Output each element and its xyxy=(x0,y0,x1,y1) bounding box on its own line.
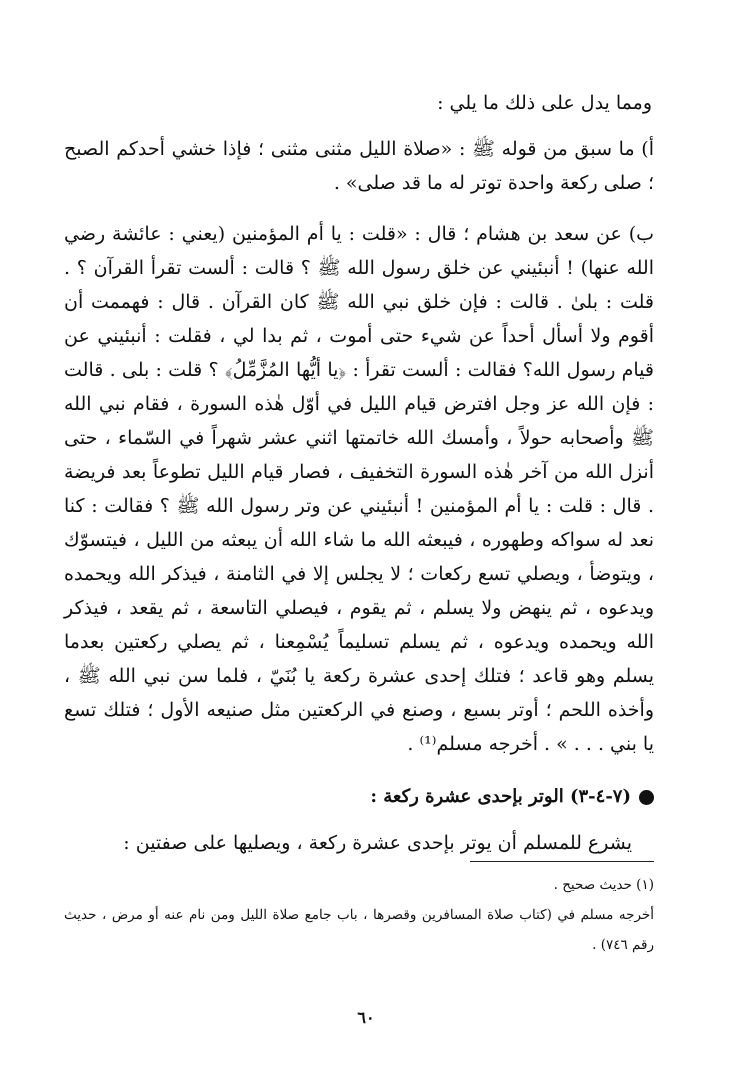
footnote-divider xyxy=(470,861,654,862)
paragraph-a: أ) ما سبق من قوله ﷺ : «صلاة الليل مثنى مثنى ؛ فإذا خشي أحدكم الصبح ؛ صلى ركعة واحدة توتر له ما قد صلى» . xyxy=(64,138,654,194)
intro-line: ومما يدل على ذلك ما يلي : xyxy=(437,92,652,114)
paragraph-b: ب) عن سعد بن هشام ؛ قال : «قلت : يا أم المؤمنين (يعني : عائشة رضي الله عنها) ! أنبئيني عن خلق رسول الله ﷺ ؟ قالت : ألست تقرأ القرآن ؟ . قلت : بلىٰ . قالت : فإن خلق نبي الله ﷺ كان القرآن . قال : فهممت أن أقوم ولا أسأل أحداً عن شيء حتى أموت ، ثم بدا لي ، فقلت : أنبئيني عن قيام رسول الله؟ فقالت : ألست تقرأ : ﴿يا أيُّها المُزَّمِّلُ﴾ ؟ قلت : بلى . قالت : فإن الله عز وجل افترض قيام الليل في أوّل هٰذه السورة ، فقام نبي الله ﷺ وأصحابه حولاً ، وأمسك الله خاتمتها اثني عشر شهراً في السّماء ، حتى أنزل الله من آخر هٰذه السورة التخفيف ، فصار قيام الليل تطوعاً بعد فريضة . قال : قلت : يا أم المؤمنين ! أنبئيني عن وتر رسول الله ﷺ ؟ فقالت : كنا نعد له سواكه وطهوره ، فيبعثه الله ما شاء الله أن يبعثه من الليل ، فيتسوّك ، ويتوضأ ، ويصلي تسع ركعات ؛ لا يجلس إلا في الثامنة ، فيذكر الله ويحمده ويدعوه ، ثم ينهض ولا يسلم ، ثم يقوم ، فيصلي التاسعة ، ثم يقعد ، فيذكر الله ويحمده ويدعوه ، ثم يسلم تسليماً يُسْمِعنا ، ثم يصلي ركعتين بعدما يسلم وهو قاعد ؛ فتلك إحدى عشرة ركعة يا بُنَيّ ، فلما سن نبي الله ﷺ ، وأخذه اللحم ؛ أوتر بسبع ، وصنع في الركعتين مثل صنيعه الأول ؛ فتلك تسع يا بني . . . » . أخرجه مسلم⁽¹⁾ . xyxy=(64,223,654,755)
section-heading xyxy=(64,782,654,812)
section-intro: يشرع للمسلم أن يوتر بإحدى عشرة ركعة ، ويصليها على صفتين : xyxy=(123,832,632,854)
footnote-1: (١) حديث صحيح . xyxy=(553,877,654,893)
bullet-icon xyxy=(639,790,654,805)
page-number: ٦٠ xyxy=(357,1008,375,1027)
section-heading-text: (٧-٤-٣) الوتر بإحدى عشرة ركعة : xyxy=(370,786,631,807)
footnotes xyxy=(64,870,654,960)
footnote-2: أخرجه مسلم في (كتاب صلاة المسافرين وقصرها ، باب جامع صلاة الليل ومن نام عنه أو مرض ، حديث رقم ٧٤٦) . xyxy=(64,907,654,953)
